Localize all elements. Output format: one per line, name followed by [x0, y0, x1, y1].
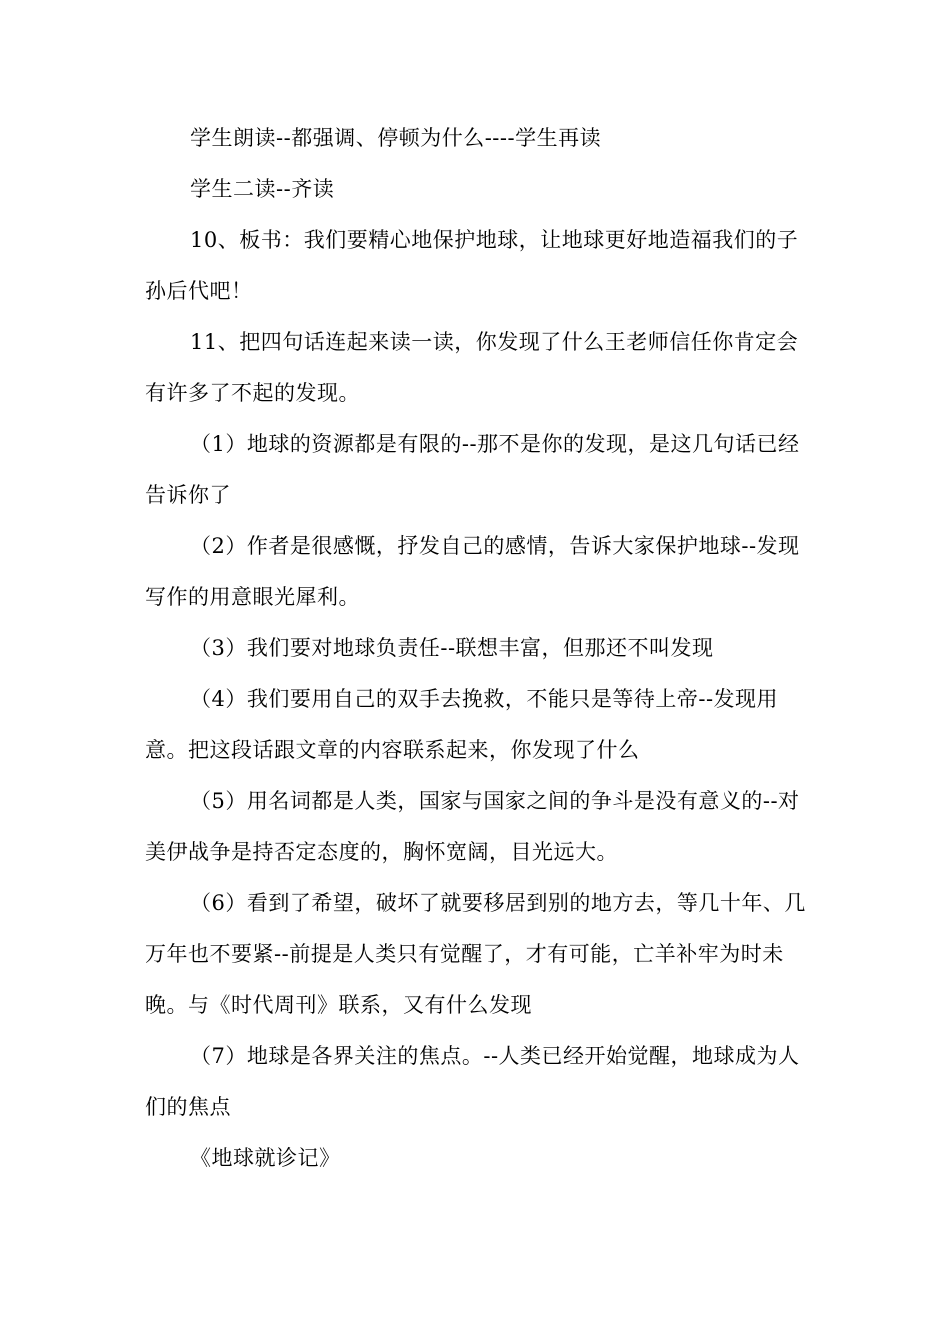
paragraph-second-reading: 学生二读--齐读: [190, 177, 335, 201]
paragraph-item-7: （7）地球是各界关注的焦点。--人类已经开始觉醒，地球成为人们的焦点: [145, 1044, 800, 1119]
paragraph-item-4: （4）我们要用自己的双手去挽救，不能只是等待上帝--发现用意。把这段话跟文章的内容联系起来，你发现了什么: [145, 687, 779, 762]
paragraph-four-sentences: 11、把四句话连起来读一读，你发现了什么王老师信任你肯定会有许多了不起的发现。: [145, 330, 799, 405]
paragraph-student-reading: 学生朗读--都强调、停顿为什么----学生再读: [190, 126, 602, 150]
section-title: 《地球就诊记》: [190, 1146, 341, 1170]
paragraph-item-6: （6）看到了希望，破坏了就要移居到别的地方去，等几十年、几万年也不要紧--前提是人类只有觉醒了，才有可能，亡羊补牢为时未晚。与《时代周刊》联系，又有什么发现: [145, 891, 806, 1017]
paragraph-item-2: （2）作者是很感慨，抒发自己的感情，告诉大家保护地球--发现写作的用意眼光犀利。: [145, 534, 800, 609]
paragraph-item-3: （3）我们要对地球负责任--联想丰富，但那还不叫发现: [190, 636, 714, 660]
document-body: [145, 113, 810, 1184]
paragraph-blackboard: 10、板书：我们要精心地保护地球，让地球更好地造福我们的子孙后代吧！: [145, 228, 799, 303]
paragraph-item-5: （5）用名词都是人类，国家与国家之间的争斗是没有意义的--对美伊战争是持否定态度的，胸怀宽阔，目光远大。: [145, 789, 800, 864]
paragraph-item-1: （1）地球的资源都是有限的--那不是你的发现，是这几句话已经告诉你了: [145, 432, 800, 507]
